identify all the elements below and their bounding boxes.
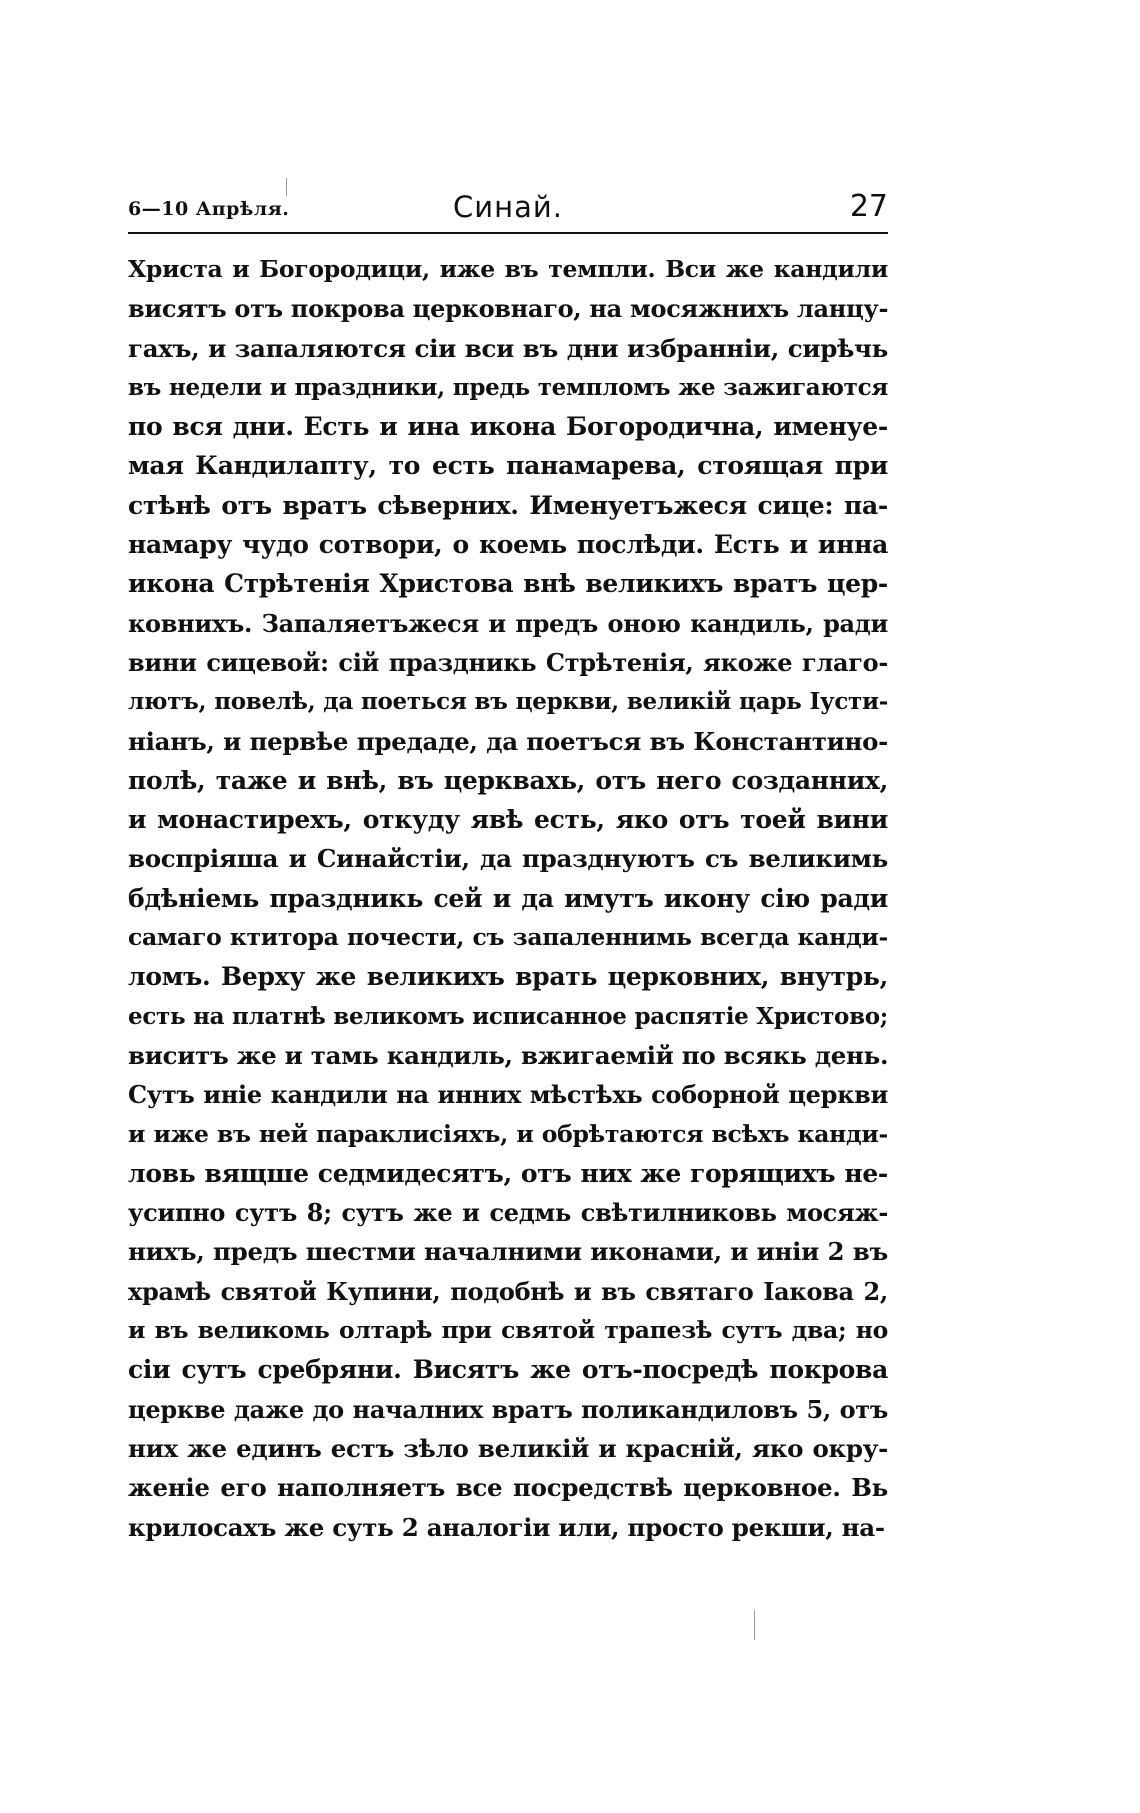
text-line: по вся дни. Есть и ина икона Богородична, именуе- xyxy=(128,412,888,442)
text-line: усипно сутъ 8; сутъ же и седмь свѣтилниковь мосяж- xyxy=(128,1198,888,1228)
text-line: мая Кандилапту, то есть панамарева, стоящая при xyxy=(128,451,888,481)
scan-mark xyxy=(754,1610,755,1640)
scan-mark xyxy=(286,178,287,196)
text-line: и иже въ ней параклисіяхъ, и обрѣтаются всѣхъ канди- xyxy=(128,1119,888,1148)
text-line: лютъ, повелѣ, да поеться въ церкви, великій царь Іусти- xyxy=(128,688,888,716)
text-line: них же единъ естъ зѣло великій и красній, яко окру- xyxy=(128,1433,888,1463)
header-rule xyxy=(128,232,888,234)
text-line: воспріяша и Синайстіи, да празднуютъ съ великимь xyxy=(128,844,888,874)
text-line: стѣнѣ отъ вратъ сѣверних. Именуетъжеся сице: па- xyxy=(128,490,888,520)
text-line: самаго ктитора почести, съ запаленнимь всегда канди- xyxy=(128,923,888,952)
text-line: въ недели и праздники, предь темпломъ же зажигаются xyxy=(128,373,888,401)
header-date-range: 6—10 Апрѣля. xyxy=(128,198,290,220)
text-line: женіе его наполняетъ все посредствѣ церковное. Вь xyxy=(128,1473,888,1503)
text-line: крилосахъ же суть 2 аналогіи или, просто рекши, на- xyxy=(128,1512,885,1542)
text-line: полѣ, таже и внѣ, въ церквахь, отъ него созданних, xyxy=(128,765,888,795)
text-line: ломъ. Верху же великихъ врать церковних, внутрь, xyxy=(128,962,888,992)
text-line: ловь вящше седмидесятъ, отъ них же горящихъ не- xyxy=(128,1158,888,1188)
text-line: ніанъ, и первѣе предаде, да поетъся въ Константино- xyxy=(128,726,888,756)
page-number: 27 xyxy=(849,189,888,224)
text-line: Христа и Богородици, иже въ темпли. Вси же кандили xyxy=(128,255,888,283)
text-line: вини сицевой: сій праздникь Стрѣтенія, якоже глаго- xyxy=(128,647,888,677)
text-line: бдѣніемь праздникь сей и да имутъ икону сію ради xyxy=(128,883,888,913)
text-line: гахъ, и запаляются сіи вси въ дни избранніи, сирѣчь xyxy=(128,333,888,363)
text-line: церкве даже до началних вратъ поликандиловъ 5, отъ xyxy=(128,1394,888,1424)
text-line: намару чудо сотвори, о коемь послѣди. Есть и инна xyxy=(128,530,888,560)
header-title: Синай. xyxy=(453,190,563,224)
text-line: ковнихъ. Запаляетъжеся и предъ оною кандиль, ради xyxy=(128,608,888,638)
text-line: и монастирехъ, откуду явѣ есть, яко отъ тоей вини xyxy=(128,805,888,835)
text-line: Сутъ иніе кандили на инних мѣстѣхь соборной церкви xyxy=(128,1080,888,1110)
text-line: икона Стрѣтенія Христова внѣ великихъ вратъ цер- xyxy=(128,569,888,599)
running-header xyxy=(128,180,888,230)
text-line: виситъ же и тамь кандиль, вжигаемій по всякь день. xyxy=(128,1040,889,1070)
text-line: висятъ отъ покрова церковнаго, на мосяжнихъ ланцу- xyxy=(128,294,889,324)
body-text xyxy=(128,250,888,1547)
text-line: храмѣ святой Купини, подобнѣ и въ святаго Іакова 2, xyxy=(128,1276,888,1306)
text-line: есть на платнѣ великомъ исписанное распятіе Христово; xyxy=(128,1002,888,1030)
text-line: сіи сутъ сребряни. Висятъ же отъ-посредѣ покрова xyxy=(128,1355,888,1385)
text-line: нихъ, предъ шестми началними иконами, и иніи 2 въ xyxy=(128,1237,888,1267)
text-line: и въ великомь олтарѣ при святой трапезѣ сутъ два; но xyxy=(128,1316,888,1345)
